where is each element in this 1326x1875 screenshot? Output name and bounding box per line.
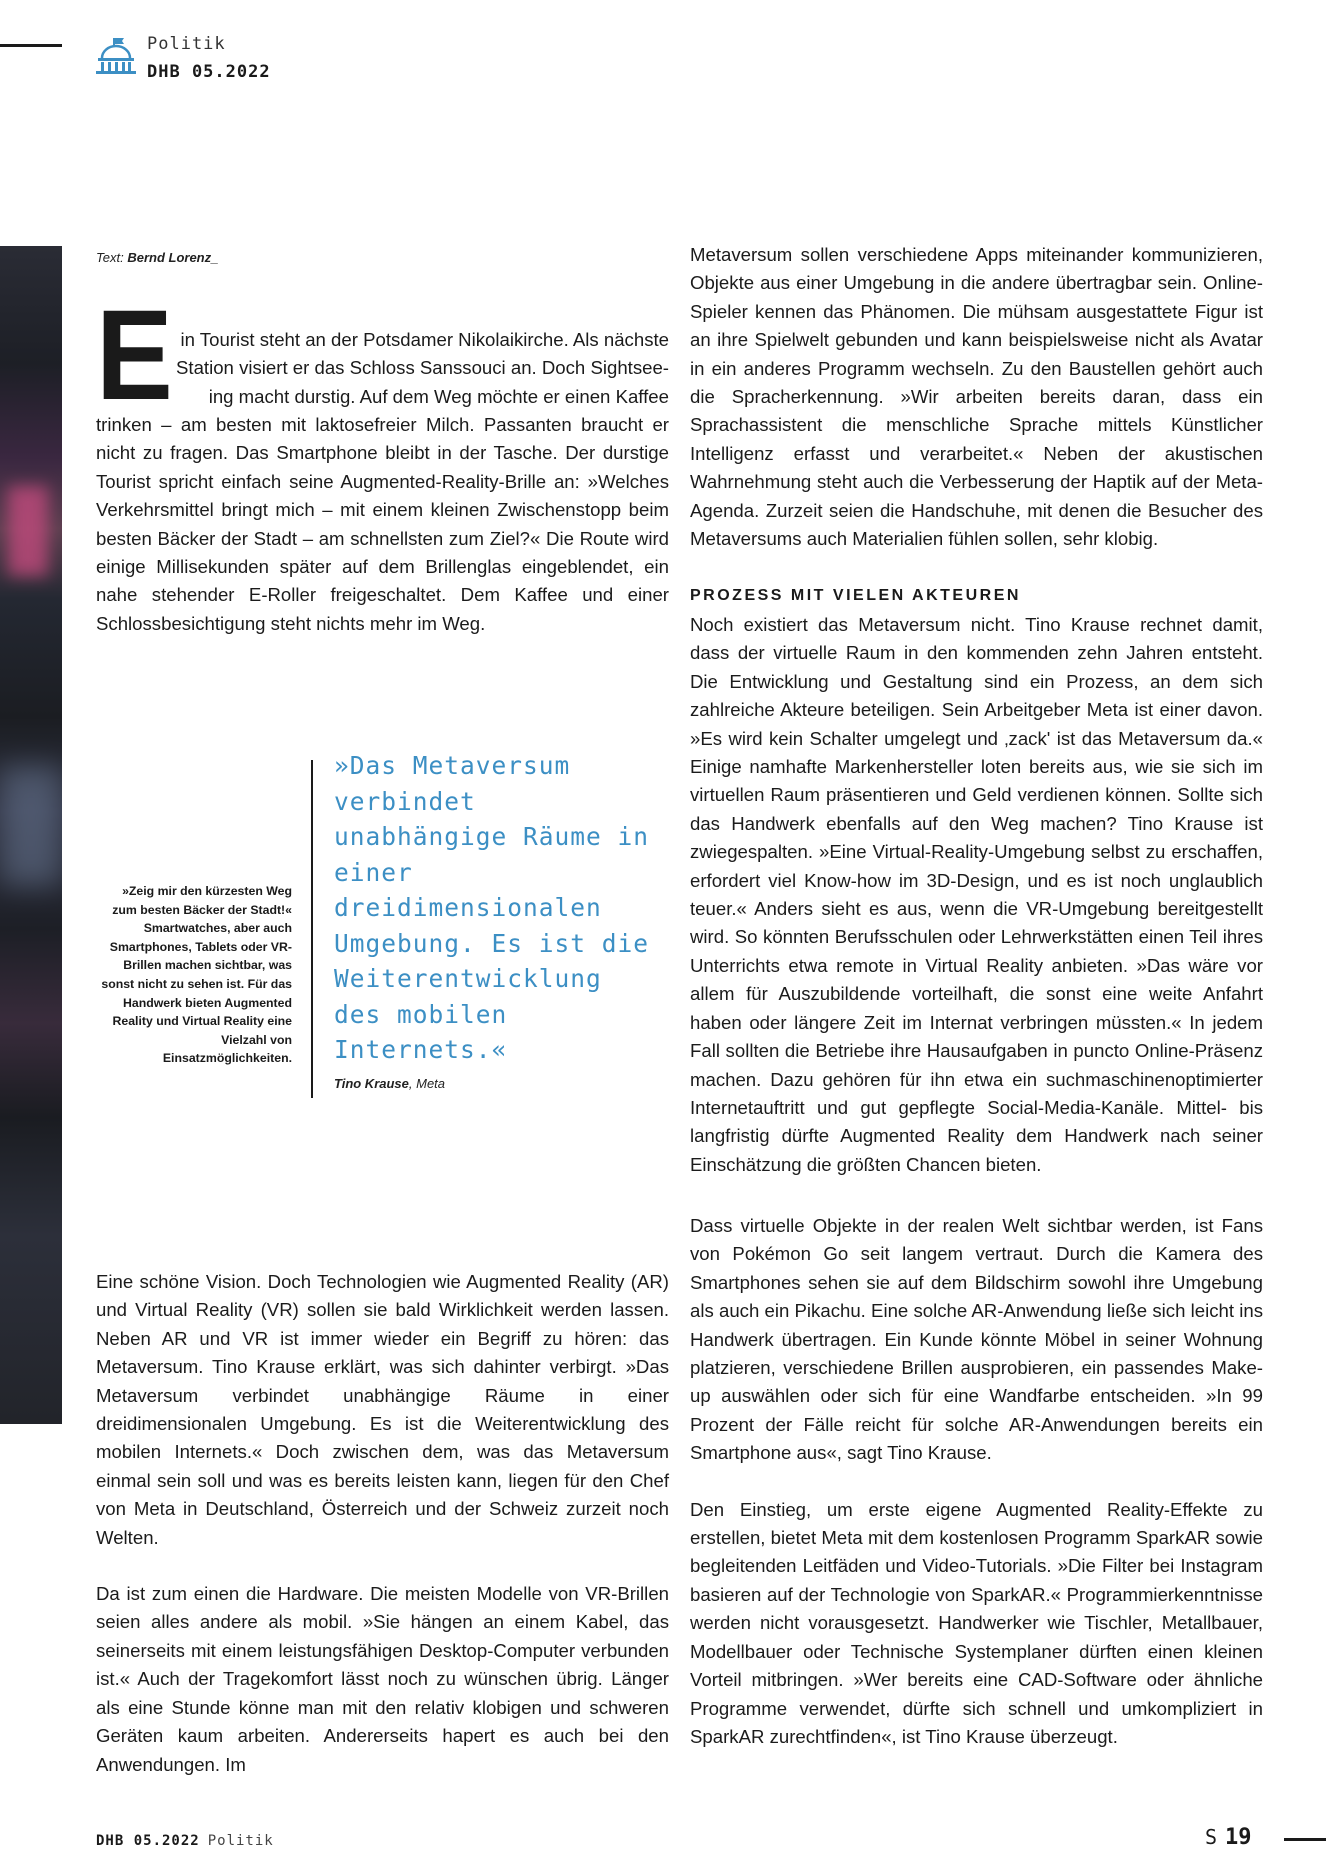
intro-line: in Tourist steht an der Potsdamer Nikolaikirche. Als nächste — [180, 329, 669, 350]
paragraph: Noch existiert das Metaversum nicht. Tino Krause rechnet damit, dass der virtuelle Raum in den kommenden zehn Jahren entsteht. Die Entwicklung und Gestaltung sind ein Prozess, an dem sich zahlreiche Akteure beteiligen. Sein Arbeitgeber Meta ist einer davon. »Es wird kein Schalter umgelegt und ‚zack' ist das Metaversum da.« Einige namhafte Markenhersteller loten bereits aus, wie sie sich im virtuellen Raum präsentieren und Geld verdienen können. Sollte sich das Handwerk ebenfalls auf den Weg machen? Tino Krause ist zwiegespalten. »Eine Virtual-Reality-Umgebung selbst zu erschaffen, erfordert viel Know-how im 3D-Design, und es ist noch unglaublich teuer.« Anders sieht es aus, wenn die VR-Umgebung bereitgestellt wird. So könnten Berufsschulen oder Lehrwerkstätten einen Teil ihres Unterrichts etwa remote in Virtual Reality anbieten. »Das wäre vor allem für Auszubildende vorteilhaft, die sonst eine weite Anfahrt haben oder längere Zeit im Internat verbringen müssten.« In jedem Fall sollten die Betriebe ihre Hausaufgaben in puncto Online-Präsenz machen. Dazu gehören für ihn etwa ein suchmaschinenoptimierter Internetauftritt und gut gepflegte Social-Media-Kanäle. Mittel- bis langfristig dürfte Augmented Reality dem Handwerk nach seiner Einschätzung die größten Chancen bieten. — [690, 614, 1263, 1175]
right-column-bottom — [690, 1212, 1263, 1751]
bottom-rule — [1284, 1838, 1326, 1841]
footer-section-label: Politik — [207, 1833, 274, 1849]
intro-paragraph — [96, 411, 669, 638]
politics-building-icon — [94, 36, 138, 76]
paragraph: Dass virtuelle Objekte in der realen Welt sichtbar werden, ist Fans von Pokémon Go seit langem vertraut. Durch die Kamera des Smartphones sehen sie auf dem Bildschirm sowohl ihre Umgebung als auch ein Pikachu. Eine solche AR-Anwendung ließe sich leicht ins Handwerk übertragen. Ein Kunde könnte Möbel in seiner Wohnung platzieren, verschiedene Brillen ausprobieren, ein passendes Make-up auswählen oder sich für eine Wandfarbe entscheiden. »In 99 Prozent der Fälle reicht für solche AR-Anwendungen bereits ein Smartphone aus«, sagt Tino Krause. — [690, 1215, 1263, 1464]
issue-label: DHB 05.2022 — [147, 62, 271, 82]
section-heading: PROZESS MIT VIELEN AKTEUREN — [690, 587, 1021, 604]
right-column-top — [690, 241, 1263, 553]
footer-issue — [96, 1833, 274, 1849]
page-prefix: S — [1205, 1825, 1218, 1849]
intro-first-lines — [175, 326, 669, 411]
photo-caption: »Zeig mir den kürzesten Weg zum besten Bäcker der Stadt!« Smartwatches, aber auch Smartphones, Tablets oder VR-Brillen machen sichtbar, was sonst nicht zu sehen ist. Für das Handwerk bieten Augmented Reality und Virtual Reality eine Vielzahl von Einsatzmöglichkeiten. — [101, 884, 292, 1066]
intro-line: ing macht durstig. Auf dem Weg möchte er einen Kaffee — [208, 385, 669, 407]
byline-prefix: Text: — [96, 250, 124, 265]
pull-quote: »Das Metaversum verbindet unabhängige Räume in einer dreidimensionalen Umgebung. Es ist die Weiterentwicklung des mobilen Internets.« — [334, 751, 650, 1064]
dropcap-letter: E — [96, 284, 173, 427]
intro-rest: trinken – am besten mit laktosefreier Milch. Passanten braucht er nicht zu fragen. Das Smartphone bleibt in der Tasche. Der durstige Tourist spricht einfach seine Augmented-Reality-Brille an: »Welches Verkehrsmittel bringt mich – mit einem kleinen Zwischenstopp beim besten Bäcker der Stadt – am schnellsten zum Ziel?« Die Route wird einige Millisekunden später auf dem Brillenglas eingeblendet, ein nahe stehender E-Roller freigeschaltet. Dem Kaffee und einer Schlossbesichtigung steht nichts mehr im Weg. — [96, 414, 669, 634]
paragraph: Den Einstieg, um erste eigene Augmented Reality-Effekte zu erstellen, bietet Meta mit dem kostenlosen Programm SparkAR sowie begleitenden Leitfäden und Video-Tutorials. »Die Filter bei Instagram basieren auf der Technologie von SparkAR.« Programmierkenntnisse werden nicht vorausgesetzt. Handwerker wie Tischler, Metallbauer, Modellbauer oder Technische Systemplaner dürften einen kleinen Vorteil mitbringen. »Wer bereits eine CAD-Software oder ähnliche Programme verwendet, dürfte sich schnell und umkompliziert in SparkAR zurechtfinden«, ist Tino Krause überzeugt. — [690, 1498, 1263, 1747]
quote-source — [334, 1076, 445, 1091]
quote-rule — [311, 760, 313, 1098]
quote-source-name: Tino Krause — [334, 1076, 409, 1091]
byline — [96, 250, 218, 265]
paragraph: Da ist zum einen die Hardware. Die meisten Modelle von VR-Brillen seien alles andere als mobil. »Sie hängen an einem Kabel, das seinerseits mit einem leistungsfähigen Desktop-Computer verbunden ist.« Auch der Tragekomfort lässt noch zu wünschen übrig. Länger als eine Stunde könne man mit den relativ klobigen und schweren Geräten kaum arbeiten. Andererseits hapert es auch bei den Anwendungen. Im — [96, 1583, 669, 1775]
footer-issue-label: DHB 05.2022 — [96, 1833, 200, 1849]
quote-source-org: , Meta — [408, 1076, 446, 1091]
right-column-middle — [690, 611, 1263, 1179]
paragraph: Metaversum sollen verschiedene Apps miteinander kommunizieren, Objekte aus einer Umgebung in die andere übertragbar sein. Online-Spieler kennen das Phänomen. Die mühsam ausgestattete Figur ist an ihre Spielwelt gebunden und kann beispielsweise nicht als Avatar in ein anderes Programm wechseln. Zu den Baustellen gehört auch die Spracherkennung. »Wir arbeiten bereits daran, dass ein Sprachassistent die menschliche Sprache mittels Künstlicher Intelligenz erfasst und verarbeitet.« Neben der akustischen Wahrnehmung steht auch die Verbesserung der Haptik auf der Meta-Agenda. Zurzeit seien die Handschuhe, mit denen die Besucher des Metaversums auch Materialien fühlen sollen, sehr klobig. — [690, 244, 1263, 550]
dropcap — [96, 284, 173, 427]
top-rule — [0, 44, 62, 47]
byline-author: Bernd Lorenz_ — [127, 250, 219, 265]
intro-line: Station visiert er das Schloss Sanssouci an. Doch Sightsee- — [176, 357, 669, 379]
paragraph: Eine schöne Vision. Doch Technologien wie Augmented Reality (AR) und Virtual Reality (VR) sollen sie bald Wirklichkeit werden lassen. Neben AR und VR ist immer wieder ein Begriff zu hören: das Metaversum. Tino Krause erklärt, was sich dahinter verbirgt. »Das Metaversum verbindet unabhängige Räume in einer dreidimensionalen Umgebung. Es ist die Weiterentwicklung des mobilen Internets.« Doch zwischen dem, was das Metaversum einmal sein soll und was es bereits leisten kann, liegen für den Chef von Meta in Deutschland, Österreich und der Schweiz zurzeit noch Welten. — [96, 1271, 669, 1548]
page-number-value: 19 — [1225, 1825, 1252, 1850]
left-column-lower — [96, 1268, 669, 1779]
background-photo — [0, 246, 62, 1424]
section-label: Politik — [147, 34, 226, 54]
page-number — [1205, 1825, 1252, 1850]
